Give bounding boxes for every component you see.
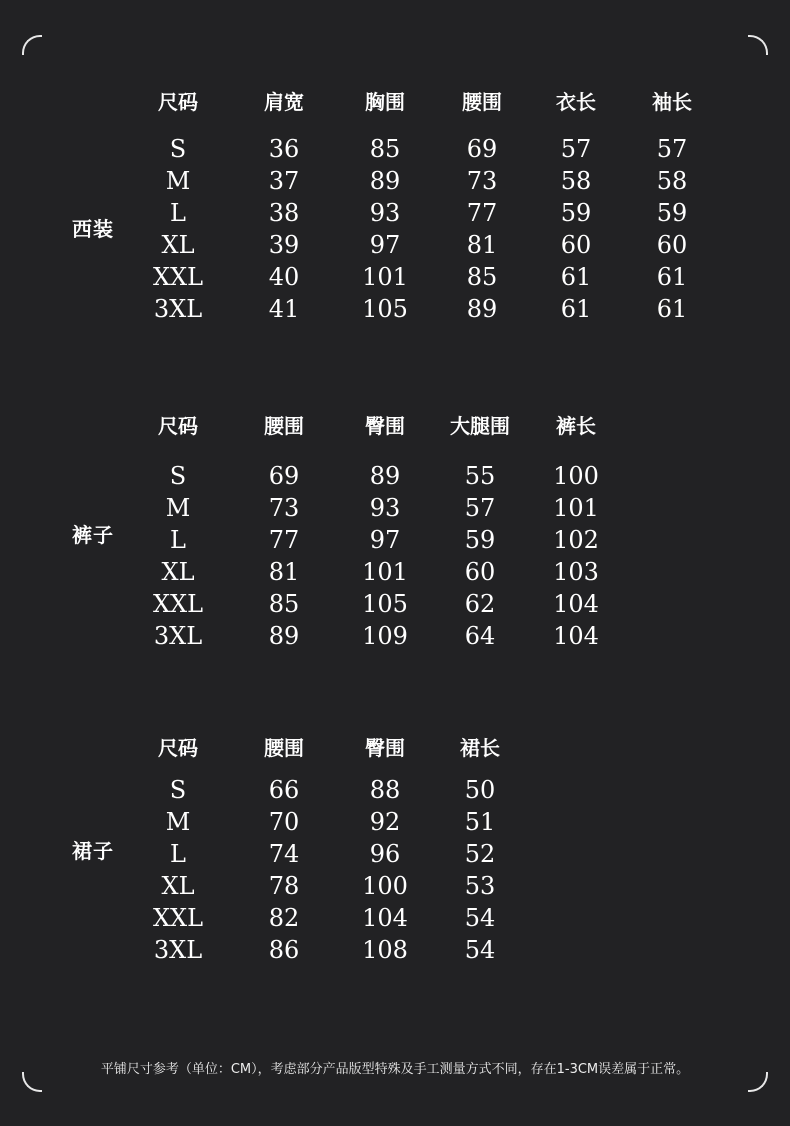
column-header: 裤长 (556, 414, 596, 438)
column-header: 衣长 (556, 90, 596, 114)
measurement-cell: 93 (369, 199, 401, 227)
measurement-cell: 37 (268, 167, 300, 195)
category-label: 裤子 (72, 523, 114, 547)
measurement-cell: 89 (268, 622, 300, 650)
size-label: 3XL (153, 622, 203, 650)
measurement-cell: 73 (268, 494, 300, 522)
measurement-cell: 60 (464, 558, 496, 586)
measurement-cell: 61 (560, 263, 592, 291)
measurement-cell: 92 (369, 808, 401, 836)
column-header: 尺码 (158, 736, 198, 760)
measurement-cell: 54 (464, 936, 496, 964)
measurement-cell: 64 (464, 622, 496, 650)
size-label: M (165, 808, 191, 836)
size-label: S (169, 462, 187, 490)
column-header: 腰围 (264, 736, 304, 760)
measurement-cell: 61 (656, 295, 688, 323)
size-label: XXL (152, 590, 204, 618)
measurement-cell: 101 (553, 494, 599, 522)
measurement-cell: 100 (362, 872, 408, 900)
measurement-cell: 40 (268, 263, 300, 291)
size-label: 3XL (153, 936, 203, 964)
measurement-cell: 101 (362, 558, 408, 586)
column-header: 腰围 (462, 90, 502, 114)
category-label: 西装 (72, 217, 114, 241)
measurement-cell: 69 (268, 462, 300, 490)
size-label: M (165, 494, 191, 522)
measurement-cell: 51 (464, 808, 496, 836)
measurement-cell: 39 (268, 231, 300, 259)
measurement-cell: 57 (560, 135, 592, 163)
measurement-cell: 77 (466, 199, 498, 227)
measurement-cell: 100 (553, 462, 599, 490)
measurement-cell: 89 (466, 295, 498, 323)
size-label: XL (161, 231, 195, 259)
measurement-cell: 74 (268, 840, 300, 868)
measurement-cell: 52 (464, 840, 496, 868)
measurement-cell: 60 (560, 231, 592, 259)
measurement-cell: 103 (553, 558, 599, 586)
measurement-cell: 58 (560, 167, 592, 195)
measurement-cell: 97 (369, 526, 401, 554)
size-label: XXL (152, 263, 204, 291)
column-header: 尺码 (158, 90, 198, 114)
measurement-cell: 108 (362, 936, 408, 964)
size-label: M (165, 167, 191, 195)
measurement-cell: 59 (560, 199, 592, 227)
footer-note: 平铺尺寸参考（单位：CM），考虑部分产品版型特殊及手工测量方式不同，存在1-3CM误差属于正常。 (100, 1062, 690, 1077)
measurement-cell: 89 (369, 462, 401, 490)
measurement-cell: 109 (362, 622, 408, 650)
measurement-cell: 96 (369, 840, 401, 868)
measurement-cell: 81 (268, 558, 300, 586)
measurement-cell: 85 (466, 263, 498, 291)
measurement-cell: 59 (464, 526, 496, 554)
measurement-cell: 57 (656, 135, 688, 163)
measurement-cell: 59 (656, 199, 688, 227)
measurement-cell: 61 (560, 295, 592, 323)
column-header: 臀围 (365, 414, 405, 438)
measurement-cell: 36 (268, 135, 300, 163)
measurement-cell: 81 (466, 231, 498, 259)
size-label: L (170, 840, 186, 868)
measurement-cell: 82 (268, 904, 300, 932)
measurement-cell: 61 (656, 263, 688, 291)
measurement-cell: 54 (464, 904, 496, 932)
measurement-cell: 50 (464, 776, 496, 804)
column-header: 肩宽 (264, 90, 304, 114)
column-header: 袖长 (652, 90, 692, 114)
measurement-cell: 97 (369, 231, 401, 259)
corner-top-right-decoration (748, 35, 768, 55)
measurement-cell: 85 (369, 135, 401, 163)
measurement-cell: 53 (464, 872, 496, 900)
size-label: S (169, 776, 187, 804)
measurement-cell: 101 (362, 263, 408, 291)
corner-top-left-decoration (22, 35, 42, 55)
measurement-cell: 93 (369, 494, 401, 522)
measurement-cell: 38 (268, 199, 300, 227)
size-label: 3XL (153, 295, 203, 323)
measurement-cell: 55 (464, 462, 496, 490)
measurement-cell: 62 (464, 590, 496, 618)
category-label: 裙子 (72, 839, 114, 863)
measurement-cell: 70 (268, 808, 300, 836)
size-label: XL (161, 872, 195, 900)
measurement-cell: 69 (466, 135, 498, 163)
size-label: XL (161, 558, 195, 586)
measurement-cell: 85 (268, 590, 300, 618)
measurement-cell: 60 (656, 231, 688, 259)
column-header: 大腿围 (450, 414, 510, 438)
measurement-cell: 66 (268, 776, 300, 804)
size-label: L (170, 199, 186, 227)
size-label: XXL (152, 904, 204, 932)
measurement-cell: 78 (268, 872, 300, 900)
measurement-cell: 57 (464, 494, 496, 522)
measurement-cell: 73 (466, 167, 498, 195)
measurement-cell: 89 (369, 167, 401, 195)
size-label: L (170, 526, 186, 554)
column-header: 胸围 (365, 90, 405, 114)
measurement-cell: 104 (362, 904, 408, 932)
column-header: 裙长 (460, 736, 500, 760)
measurement-cell: 105 (362, 295, 408, 323)
column-header: 臀围 (365, 736, 405, 760)
column-header: 腰围 (264, 414, 304, 438)
measurement-cell: 77 (268, 526, 300, 554)
measurement-cell: 86 (268, 936, 300, 964)
measurement-cell: 104 (553, 622, 599, 650)
measurement-cell: 88 (369, 776, 401, 804)
column-header: 尺码 (158, 414, 198, 438)
measurement-cell: 58 (656, 167, 688, 195)
measurement-cell: 105 (362, 590, 408, 618)
size-label: S (169, 135, 187, 163)
measurement-cell: 102 (553, 526, 599, 554)
measurement-cell: 104 (553, 590, 599, 618)
measurement-cell: 41 (268, 295, 300, 323)
